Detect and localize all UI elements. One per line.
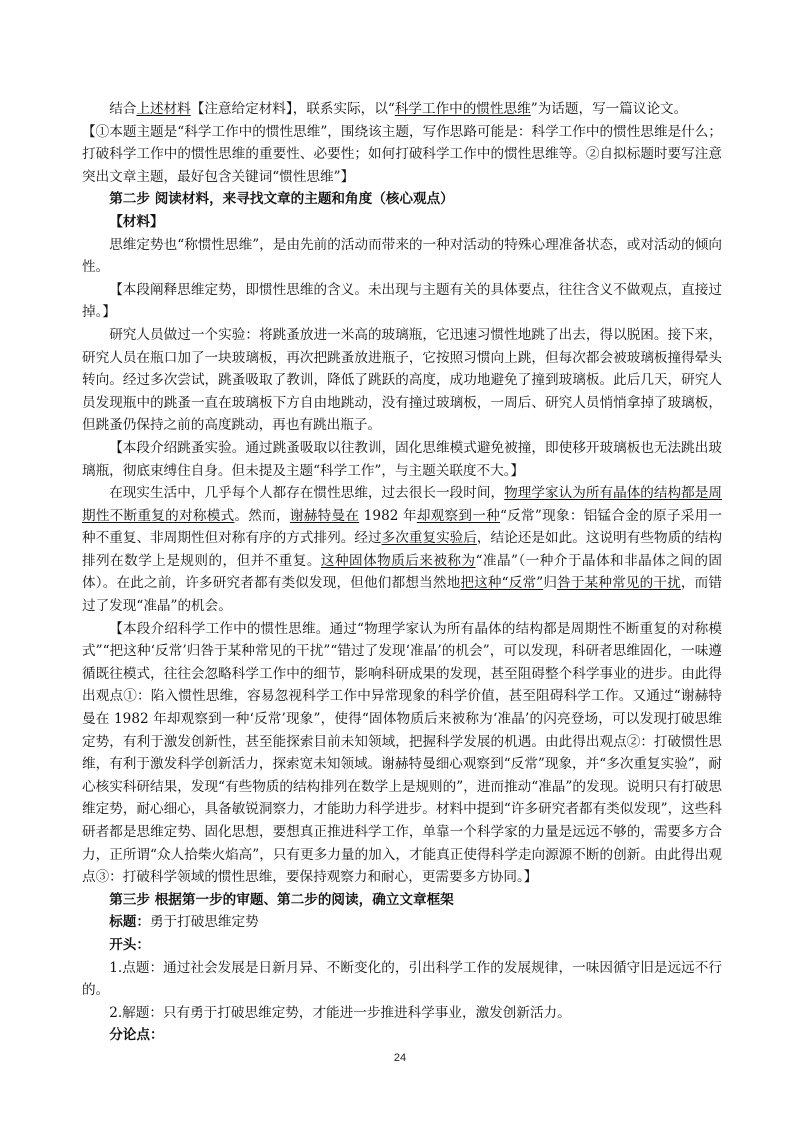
prompt-underlined-text: 上述材料	[136, 101, 191, 117]
paragraph-text: 在现实生活中，几乎每个人都存在惯性思维，过去很长一段时间，	[109, 485, 505, 502]
underlined-phrase: 物理学家认为所有晶体的结构都是周期性不断重复的对称模式	[82, 485, 722, 524]
underlined-phrase: 却观察到一种	[416, 507, 500, 524]
paragraph-text: （一种介于晶体和非晶体之间的固体）。在此之前，许多研究者都有类似发现，但他们都想当然地	[82, 552, 722, 592]
material-label: 【材料】	[109, 213, 164, 230]
step3-heading: 第三步 根据第一步的审题、第二步的阅读，确立文章框架	[109, 891, 454, 908]
material-paragraph-3	[82, 482, 722, 618]
document-body	[82, 98, 722, 1047]
paragraph-text: “准晶”	[475, 552, 518, 569]
title-text: 勇于打破思维定势	[149, 914, 259, 931]
page-number: 24	[393, 1052, 407, 1064]
paragraph-text: 。然而，	[234, 507, 290, 524]
opening-item-2: 2.解题：只有勇于打破思维定势，才能进一步推进科学事业，激发创新活力。	[109, 1004, 571, 1021]
paragraph-text: “反常”	[499, 507, 542, 524]
prompt-text: ”为话题，写一篇议论文。	[530, 101, 688, 117]
prompt-topic-underlined: 科学工作中的惯性思维	[394, 101, 531, 117]
underlined-phrase: 多次重复实验后	[381, 530, 477, 547]
underlined-phrase: 谢赫特曼在	[289, 507, 360, 524]
prompt-note: 【①本题主题是“科学工作中的惯性思维”，围绕该主题，写作思路可能是：科学工作中的惯性思维是什么；打破科学工作中的惯性思维的重要性、必要性；如何打破科学工作中的惯性思维等。②自拟标题时要写注意突出文章主题，最好包含关键词“惯性思维”】	[82, 123, 722, 185]
analysis-note-1: 【本段阐释思维定势，即惯性思维的含义。未出现与主题有关的具体要点，往往含义不做观点，直接过掉。】	[82, 281, 722, 321]
underlined-phrase: 咎于某种常见的干扰	[557, 575, 681, 592]
prompt-text: 结合	[109, 101, 137, 117]
paragraph-text: 归	[543, 575, 558, 592]
opening-item-1: 1.点题：通过社会发展是日新月异、不断变化的，引出科学工作的发展规律，一味因循守旧是远远不行的。	[82, 959, 722, 999]
paragraph-text: 1982 年	[359, 507, 417, 524]
paragraph-text: 现象：铝锰合金的原子采用一种不重复、非周期性但对称有序的方式排列。经过	[82, 507, 723, 547]
material-paragraph-1: 思维定势也“称惯性思维”，是由先前的活动而带来的一种对活动的特殊心理准备状态，或对活动的倾向性。	[82, 236, 722, 276]
essay-title-line	[82, 911, 722, 934]
title-label: 标题：	[109, 914, 150, 931]
paragraph-text: ，结论还是如此。这说明有些物质的结构排列在数学上是规则的，但并不重复。	[82, 530, 723, 569]
prompt-paragraph	[82, 98, 722, 121]
prompt-text: 【注意给定材料】，联系实际，以“	[190, 101, 395, 117]
opening-label: 开头：	[109, 936, 150, 953]
material-paragraph-2: 研究人员做过一个实验：将跳蚤放进一米高的玻璃瓶，它迅速习惯性地跳了出去，得以脱困。接下来，研究人员在瓶口加了一块玻璃板，再次把跳蚤放进瓶子，它按照习惯向上跳，但每次都会被玻璃板撞得晕头转向。经过多次尝试，跳蚤吸取了教训，降低了跳跃的高度，成功地避免了撞到玻璃板。此后几天，研究人员发现瓶中的跳蚤一直在玻璃板下方自由地跳动，没有撞过玻璃板，一周后、研究人员悄悄拿掉了玻璃板，但跳蚤仍保持之前的高度跳动，再也有跳出瓶子。	[82, 326, 722, 434]
arguments-label: 分论点：	[109, 1027, 164, 1044]
paragraph-text: ，而错过了发现“准晶”的机会。	[82, 575, 723, 615]
step2-heading: 第二步 阅读材料，来寻找文章的主题和角度（核心观点）	[109, 191, 454, 208]
underlined-phrase: 把这种“反常”	[460, 575, 544, 592]
underlined-phrase: 这种固体物质后来被称为	[320, 552, 476, 569]
analysis-note-2: 【本段介绍跳蚤实验。通过跳蚤吸取以往教训，固化思维模式避免被撞，即使移开玻璃板也无法跳出玻璃瓶，彻底束缚住自身。但未提及主题“科学工作”，与主题关联度不大。】	[82, 439, 722, 479]
analysis-note-3: 【本段介绍科学工作中的惯性思维。通过“物理学家认为所有晶体的结构都是周期性不断重复的对称模式”“把这种‘反常’归咎于某种常见的干扰”“错过了发现‘准晶’的机会”，可以发现，科研者思维固化，一味遵循既往模式，往往会忽略科学工作中的细节，影响科研成果的发现，甚至阻碍整个科学事业的进步。由此得出观点①：陷入惯性思维，容易忽视科学工作中异常现象的科学价值，甚至阻碍科学工作。又通过“谢赫特曼在 1982 年却观察到一种‘反常’现象”，使得“固体物质后来被称为‘准晶’的闪亮登场，可以发现打破思维定势，有利于激发创新性，甚至能探索目前未知领域，把握科学发展的机遇。由此得出观点②：打破惯性思维，有利于激发科学创新活力，探索宽未知领域。谢赫特曼细心观察到“反常”现象，并“多次重复实验”，耐心核实科研结果，发现“有些物质的结构排列在数学上是规则的”，进而推动“准晶”的发现。说明只有打破思维定势，耐心细心，具备敏锐洞察力，才能助力科学进步。材料中提到“许多研究者都有类似发现”，这些科研者都是思维定势、固化思想，要想真正推进科学工作，单靠一个科学家的力量是远远不够的，需要多方合力，正所谓“众人拾柴火焰高”，只有更多力量的加入，才能真正使得科学走向源源不断的创新。由此得出观点③：打破科学领域的惯性思维，要保持观察力和耐心，更需要多方协同。】	[82, 620, 722, 886]
